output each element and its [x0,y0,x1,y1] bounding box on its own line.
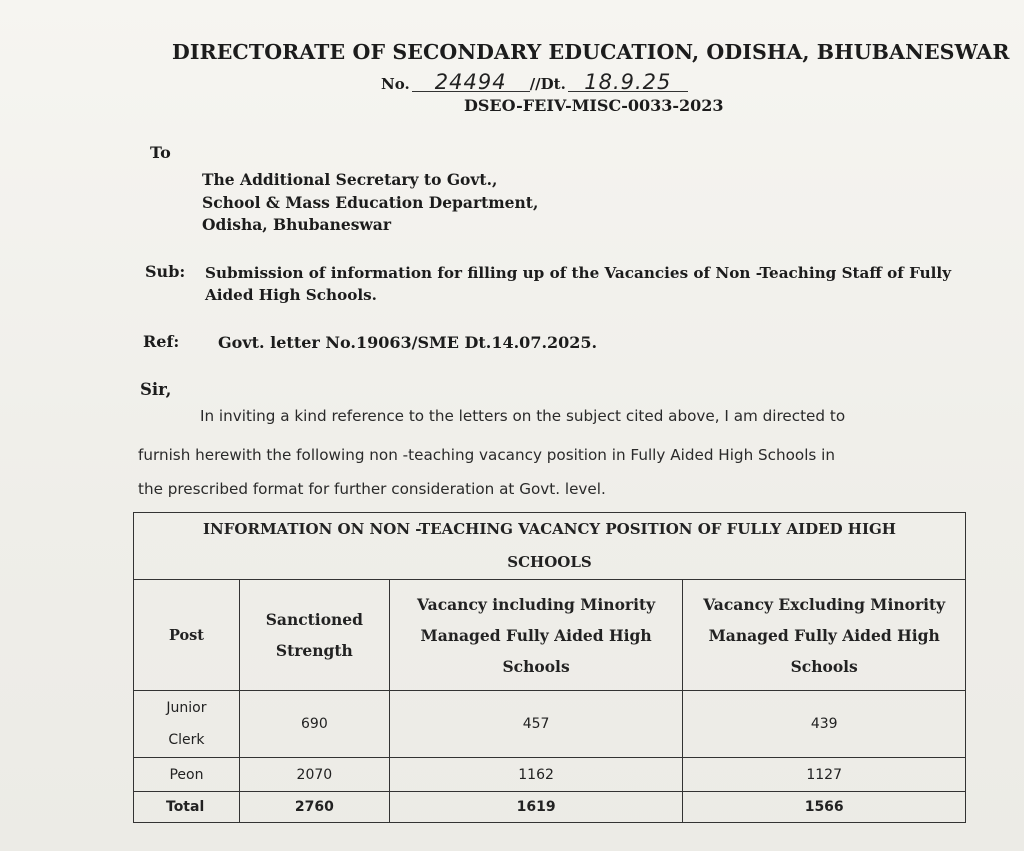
body-line-1: In inviting a kind reference to the letters on the subject cited above, I am directed to [200,407,846,425]
reference-text: Govt. letter No.19063/SME Dt.14.07.2025. [218,333,598,352]
subject-text: Submission of information for filling up of the Vacancies of Non -Teaching Staff of Fully Aided High Schools. [205,264,952,304]
table-title [134,513,966,580]
header-post [134,580,240,691]
header-excluding-line-1: Vacancy Excluding Minority [703,594,946,614]
table-row [134,758,966,792]
body-line-2: furnish herewith the following non -teaching vacancy position in Fully Aided High Schools in [138,446,836,464]
cell-including: 457 [389,691,683,758]
cell-excluding-total: 1566 [683,792,966,823]
letter-date-handwritten: 18.9.25 [568,73,688,92]
header-sanctioned [239,580,389,691]
letter-number-line [381,70,688,94]
cell-excluding: 439 [683,691,966,758]
table-row-total [134,792,966,823]
header-including-line-3: Schools [502,656,570,676]
table-row [134,691,966,758]
row-post-junior-clerk [134,691,240,758]
to-label: To [150,143,171,162]
recipient-line-3: Odisha, Bhubaneswar [202,215,391,234]
recipient-line-1: The Additional Secretary to Govt., [202,170,498,189]
row-post-peon: Peon [134,758,240,792]
vacancy-table [133,512,966,823]
salutation: Sir, [140,380,172,399]
row-post-total: Total [134,792,240,823]
reference-label: Ref: [143,332,180,351]
subject-label: Sub: [145,262,186,281]
letter-number-label: No. [381,75,410,93]
recipient-line-2: School & Mass Education Department, [202,193,539,212]
letter-date-label: //Dt. [529,75,566,93]
header-including-line-2: Managed Fully Aided High [420,625,652,645]
cell-sanctioned: 690 [239,691,389,758]
header-including-line-1: Vacancy including Minority [417,594,656,614]
post-line-2: Clerk [168,732,205,748]
file-reference: DSEO-FEIV-MISC-0033-2023 [464,96,724,115]
cell-sanctioned: 2070 [239,758,389,792]
header-sanctioned-line-1: Sanctioned [265,610,364,629]
header-post-label: Post [168,626,204,644]
cell-including: 1162 [389,758,683,792]
header-sanctioned-line-2: Strength [275,641,353,660]
letter-number-handwritten: 24494 [412,73,530,92]
table-title-line-2: SCHOOLS [507,553,592,571]
body-line-3: the prescribed format for further consideration at Govt. level. [138,480,606,498]
cell-sanctioned-total: 2760 [239,792,389,823]
header-vacancy-including [389,580,683,691]
cell-including-total: 1619 [389,792,683,823]
header-vacancy-excluding [683,580,966,691]
cell-excluding: 1127 [683,758,966,792]
table-title-line-1: INFORMATION ON NON -TEACHING VACANCY POSITION OF FULLY AIDED HIGH [203,520,896,538]
letterhead-title: DIRECTORATE OF SECONDARY EDUCATION, ODISHA, BHUBANESWAR [172,40,1010,64]
header-excluding-line-3: Schools [790,656,858,676]
header-excluding-line-2: Managed Fully Aided High [708,625,940,645]
post-line-1: Junior [166,700,207,716]
